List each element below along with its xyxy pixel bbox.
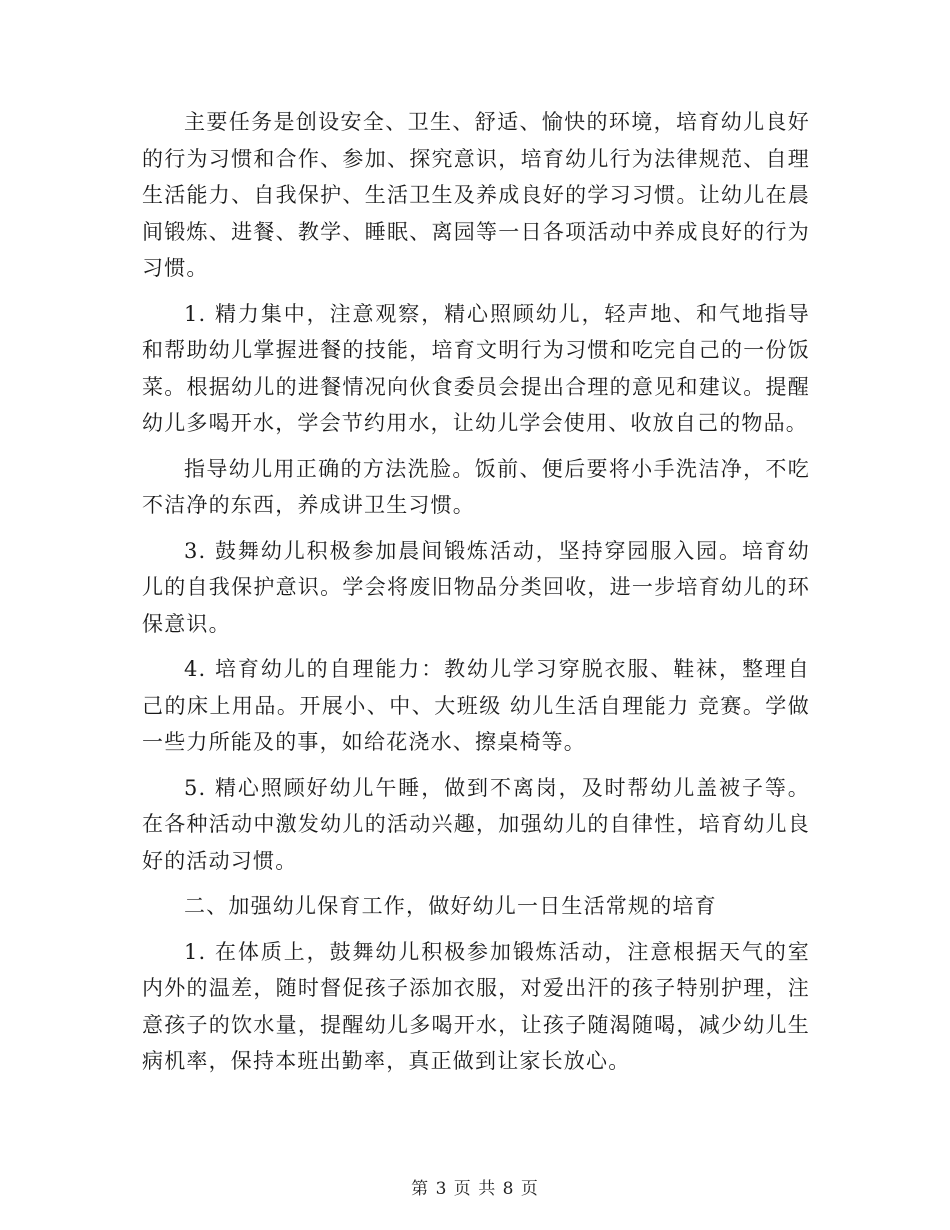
paragraph-wash: 指导幼儿用正确的方法洗脸。饭前、便后要将小手洗洁净，不吃不洁净的东西，养成讲卫生习惯。 xyxy=(142,456,810,517)
document-body xyxy=(142,104,810,1089)
paragraph-item-4: 4. 培育幼儿的自理能力：教幼儿学习穿脱衣服、鞋袜，整理自己的床上用品。开展小、中、大班级 幼儿生活自理能力 竞赛。学做一些力所能及的事，如给花浇水、擦桌椅等。 xyxy=(142,657,810,754)
paragraph-section2-item-1: 1. 在体质上，鼓舞幼儿积极参加锻炼活动，注意根据天气的室内外的温差，随时督促孩子添加衣服，对爱出汗的孩子特别护理，注意孩子的饮水量，提醒幼儿多喝开水，让孩子随渴随喝，减少幼儿生病机率，保持本班出勤率，真正做到让家长放心。 xyxy=(142,939,810,1073)
paragraph-item-5: 5. 精心照顾好幼儿午睡，做到不离岗，及时帮幼儿盖被子等。在各种活动中激发幼儿的活动兴趣，加强幼儿的自律性，培育幼儿良好的活动习惯。 xyxy=(142,775,810,873)
page-footer: 第 3 页 共 8 页 xyxy=(411,1179,539,1199)
section-heading-2: 二、加强幼儿保育工作，做好幼儿一日生活常规的培育 xyxy=(184,894,717,918)
paragraph-item-1: 1. 精力集中，注意观察，精心照顾幼儿，轻声地、和气地指导和帮助幼儿掌握进餐的技能，培育文明行为习惯和吃完自己的一份饭菜。根据幼儿的进餐情况向伙食委员会提出合理的意见和建议。提醒幼儿多喝开水，学会节约用水，让幼儿学会使用、收放自己的物品。 xyxy=(142,301,810,435)
paragraph-intro: 主要任务是创设安全、卫生、舒适、愉快的环境，培育幼儿良好的行为习惯和合作、参加、探究意识，培育幼儿行为法律规范、自理生活能力、自我保护、生活卫生及养成良好的学习习惯。让幼儿在晨间锻炼、进餐、教学、睡眠、离园等一日各项活动中养成良好的行为习惯。 xyxy=(142,110,810,280)
paragraph-item-3: 3. 鼓舞幼儿积极参加晨间锻炼活动，坚持穿园服入园。培育幼儿的自我保护意识。学会将废旧物品分类回收，进一步培育幼儿的环保意识。 xyxy=(142,538,810,636)
